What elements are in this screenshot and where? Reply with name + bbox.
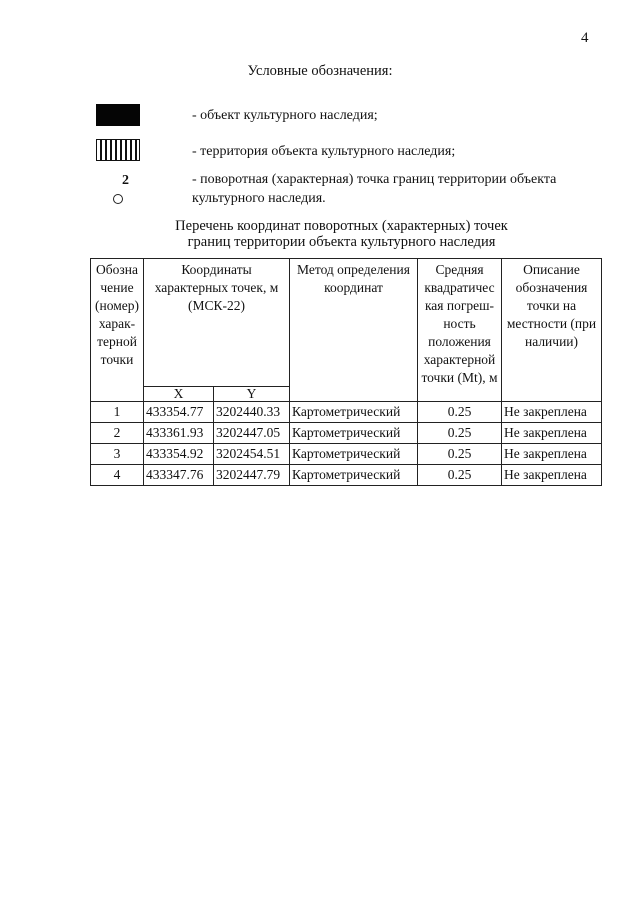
cell-description: Не закреплена [502,402,602,423]
cell-method: Картометрический [290,465,418,486]
cell-method: Картометрический [290,402,418,423]
cell-x: 433347.76 [144,465,214,486]
legend-item-point: - поворотная (характерная) точка границ территории объекта культурного наследия. [192,172,557,206]
cell-num: 3 [91,444,144,465]
cell-error: 0.25 [418,465,502,486]
cell-y: 3202447.79 [214,465,290,486]
coordinates-table [90,258,602,486]
cell-method: Картометрический [290,423,418,444]
page-number: 4 [581,30,589,46]
list-title-line-2: границ территории объекта культурного наследия [187,234,496,250]
cell-num: 1 [91,402,144,423]
table-row [91,444,602,465]
table-row [91,423,602,444]
cell-y: 3202447.05 [214,423,290,444]
cell-y: 3202454.51 [214,444,290,465]
point-circle-icon [113,194,123,204]
legend-item-territory: - территория объекта культурного наследия; [192,144,456,159]
cell-method: Картометрический [290,444,418,465]
coordinates-list-title [0,218,640,250]
heritage-object-symbol [96,104,140,126]
cell-y: 3202440.33 [214,402,290,423]
legend-item-object: - объект культурного наследия; [192,108,378,123]
cell-num: 4 [91,465,144,486]
point-symbol-number: 2 [122,173,129,188]
table-row [91,465,602,486]
header-y: Y [214,387,290,402]
header-error: Средняя квадратичес кая погреш- ность положения характерной точки (Mt), м [418,259,502,402]
cell-x: 433354.92 [144,444,214,465]
cell-description: Не закреплена [502,465,602,486]
cell-error: 0.25 [418,423,502,444]
cell-description: Не закреплена [502,444,602,465]
header-designation: Обозна чение (номер) харак- терной точки [91,259,144,402]
header-description: Описание обозначения точки на местности (при наличии) [502,259,602,402]
heritage-territory-symbol [96,139,140,161]
header-coordinates: Координаты характерных точек, м (МСК-22) [144,259,290,387]
cell-num: 2 [91,423,144,444]
header-method: Метод определения координат [290,259,418,402]
cell-x: 433354.77 [144,402,214,423]
cell-error: 0.25 [418,444,502,465]
list-title-line-1: Перечень координат поворотных (характерных) точек [175,218,508,234]
cell-description: Не закреплена [502,423,602,444]
header-x: X [144,387,214,402]
cell-error: 0.25 [418,402,502,423]
legend-title: Условные обозначения: [247,63,393,79]
table-row [91,402,602,423]
cell-x: 433361.93 [144,423,214,444]
